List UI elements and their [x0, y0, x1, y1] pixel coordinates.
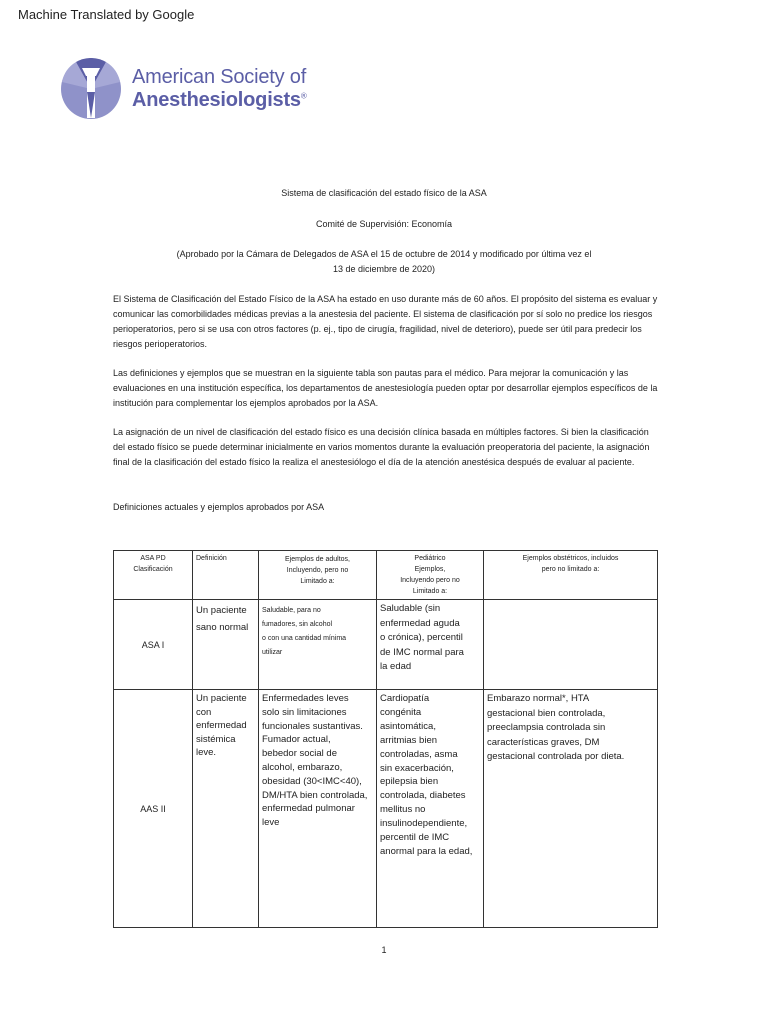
table-row [114, 600, 658, 690]
definitions-heading: Definiciones actuales y ejemplos aprobados por ASA [113, 502, 325, 512]
org-name-line2: Anesthesiologists® [132, 89, 307, 111]
obstetric-examples-cell [484, 600, 658, 690]
asa-classification-table [113, 550, 658, 928]
header-classification: ASA PD Clasificación [114, 551, 193, 600]
adult-examples-cell: Enfermedades leves solo sin limitaciones funcionales sustantivas. Fumador actual, bebedor social de alcohol, embarazo, obesidad (30<IMC<40), DM/HTA bien controlada, enfermedad pulmonar leve [259, 690, 377, 928]
approval-line-2: 13 de diciembre de 2020) [332, 264, 436, 274]
guidelines-paragraph: Las definiciones y ejemplos que se muestran en la siguiente tabla son pautas para el médico. Para mejorar la comunicación y las evaluaciones en una institución específica, los departamentos de anestesiología pueden optar por desarrollar ejemplos específicos de la institución para complementar los ejemplos aprobados por la ASA. [113, 368, 658, 408]
asa-class-cell: ASA I [114, 600, 193, 690]
obstetric-examples-cell: Embarazo normal*, HTA gestacional bien controlada, preeclampsia controlada sin características graves, DM gestacional controlada por dieta. [484, 690, 658, 928]
org-name-line1: American Society of [132, 66, 307, 88]
committee-line: Comité de Supervisión: Economía [315, 219, 453, 229]
asa-emblem-icon [60, 58, 122, 120]
page-number: 1 [381, 945, 387, 955]
pediatric-examples-cell: Saludable (sin enfermedad aguda o crónica), percentil de IMC normal para la edad [377, 600, 484, 690]
translation-banner: Machine Translated by Google [18, 7, 195, 22]
header-adult-examples: Ejemplos de adultos, Incluyendo, pero no Limitado a: [259, 551, 377, 600]
header-pediatric-examples: Pediátrico Ejemplos, Incluyendo pero no Limitado a: [377, 551, 484, 600]
header-obstetric-examples: Ejemplos obstétricos, incluidos pero no limitado a: [484, 551, 658, 600]
definition-cell: Un paciente sano normal [193, 600, 259, 690]
intro-paragraph: El Sistema de Clasificación del Estado Físico de la ASA ha estado en uso durante más de 60 años. El propósito del sistema es evaluar y comunicar las comorbilidades médicas previas a la anestesia del paciente. El sistema de clasificación por sí solo no predice los riesgos perioperatorios, pero si se usa con otros factores (p. ej., tipo de cirugía, fragilidad, nivel de deterioro), puede ser útil para predecir los riesgos perioperatorios. [113, 294, 658, 349]
assignment-paragraph: La asignación de un nivel de clasificación del estado físico es una decisión clínica basada en múltiples factores. Si bien la clasificación del estado físico se puede determinar inicialmente en varios momentos durante la evaluación preoperatoria del paciente, la asignación final de la clasificación del estado físico la realiza el anestesiólogo el día de la atención anestésica después de evaluar al paciente. [113, 427, 650, 467]
definition-cell: Un paciente con enfermedad sistémica leve. [193, 690, 259, 928]
document-title: Sistema de clasificación del estado físico de la ASA [281, 188, 487, 198]
approval-line-1: (Aprobado por la Cámara de Delegados de ASA el 15 de octubre de 2014 y modificado por última vez el [176, 249, 592, 259]
table-row [114, 690, 658, 928]
header-definition: Definición [193, 551, 259, 600]
adult-examples-cell: Saludable, para no fumadores, sin alcohol o con una cantidad mínima utilizar [259, 600, 377, 690]
asa-class-cell: AAS II [114, 690, 193, 928]
asa-logo [60, 58, 330, 124]
table-header-row [114, 551, 658, 600]
pediatric-examples-cell: Cardiopatía congénita asintomática, arritmias bien controladas, asma sin exacerbación, epilepsia bien controlada, diabetes mellitus no insulinodependiente, percentil de IMC anormal para la edad, [377, 690, 484, 928]
